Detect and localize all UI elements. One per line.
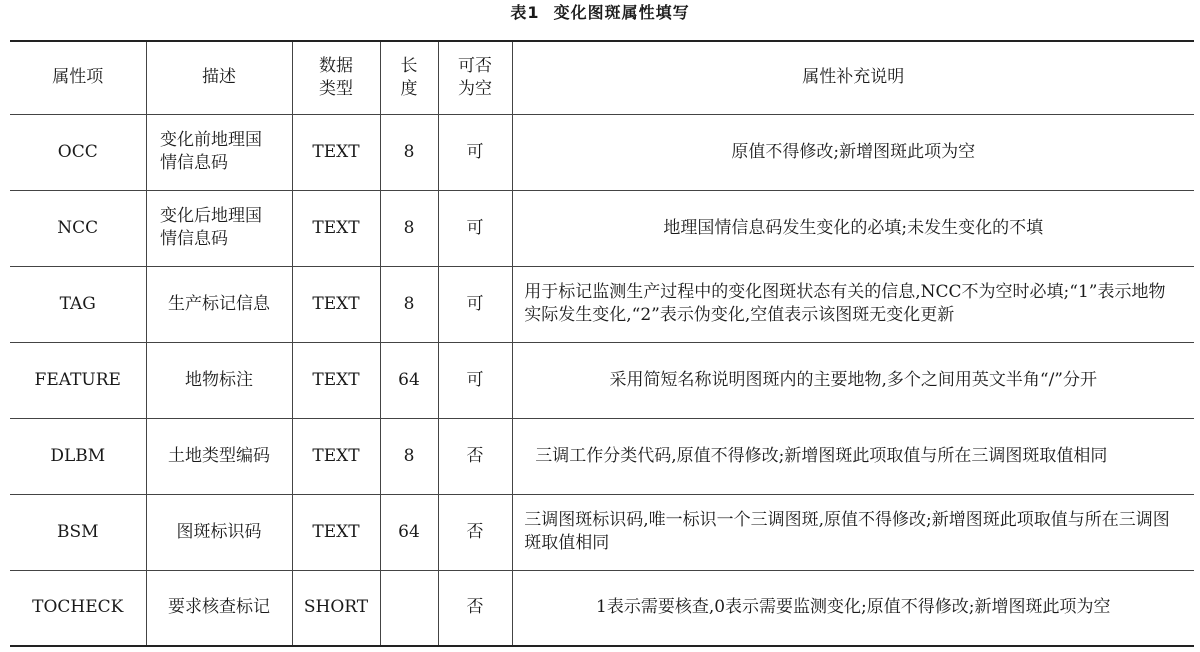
cell-note: 地理国情信息码发生变化的必填;未发生变化的不填 xyxy=(512,190,1194,266)
caption-number: 表1 xyxy=(510,3,540,22)
table-row xyxy=(10,418,1194,494)
cell-note-text: 用于标记监测生产过程中的变化图斑状态有关的信息,NCC不为空时必填;“1”表示地物实际发生变化,“2”表示伪变化,空值表示该图斑无变化更新 xyxy=(524,282,1166,325)
cell-desc xyxy=(146,114,292,190)
cell-desc: 要求核查标记 xyxy=(146,570,292,646)
cell-note: 1表示需要核查,0表示需要监测变化;原值不得修改;新增图斑此项为空 xyxy=(512,570,1194,646)
header-attr: 属性项 xyxy=(10,41,146,114)
table-row xyxy=(10,266,1194,342)
cell-nullable: 否 xyxy=(438,418,512,494)
cell-desc: 图斑标识码 xyxy=(146,494,292,570)
header-nullable xyxy=(438,41,512,114)
table-caption xyxy=(0,3,1200,23)
cell-attr: NCC xyxy=(10,190,146,266)
cell-nullable: 可 xyxy=(438,342,512,418)
cell-length: 64 xyxy=(380,494,438,570)
cell-nullable: 可 xyxy=(438,114,512,190)
header-length-label: 长度 xyxy=(400,55,418,99)
cell-length: 8 xyxy=(380,266,438,342)
cell-attr: BSM xyxy=(10,494,146,570)
header-length xyxy=(380,41,438,114)
cell-note: 采用简短名称说明图斑内的主要地物,多个之间用英文半角“/”分开 xyxy=(512,342,1194,418)
cell-desc-text: 变化前地理国情信息码 xyxy=(160,130,262,173)
cell-length: 64 xyxy=(380,342,438,418)
cell-attr: OCC xyxy=(10,114,146,190)
cell-desc: 土地类型编码 xyxy=(146,418,292,494)
cell-length: 8 xyxy=(380,114,438,190)
table-row xyxy=(10,114,1194,190)
cell-desc xyxy=(146,190,292,266)
table-row xyxy=(10,190,1194,266)
cell-note xyxy=(512,494,1194,570)
cell-desc-text: 变化后地理国情信息码 xyxy=(160,206,262,249)
attribute-table xyxy=(10,40,1194,647)
caption-title: 变化图斑属性填写 xyxy=(553,3,690,22)
cell-attr: DLBM xyxy=(10,418,146,494)
cell-attr: FEATURE xyxy=(10,342,146,418)
cell-note-text: 三调工作分类代码,原值不得修改;新增图斑此项取值与所在三调图斑取值相同 xyxy=(535,445,1108,466)
cell-type: TEXT xyxy=(292,342,380,418)
table-row xyxy=(10,570,1194,646)
cell-note xyxy=(512,266,1194,342)
cell-type: TEXT xyxy=(292,418,380,494)
cell-note-text: 三调图斑标识码,唯一标识一个三调图斑,原值不得修改;新增图斑此项取值与所在三调图斑取值相同 xyxy=(524,510,1170,553)
cell-length: 8 xyxy=(380,190,438,266)
table-row xyxy=(10,494,1194,570)
cell-desc: 地物标注 xyxy=(146,342,292,418)
cell-length: 8 xyxy=(380,418,438,494)
cell-nullable: 可 xyxy=(438,266,512,342)
cell-nullable: 否 xyxy=(438,494,512,570)
header-desc: 描述 xyxy=(146,41,292,114)
cell-type: SHORT xyxy=(292,570,380,646)
cell-type: TEXT xyxy=(292,114,380,190)
header-type-label: 数据类型 xyxy=(319,55,353,99)
cell-type: TEXT xyxy=(292,266,380,342)
cell-attr: TAG xyxy=(10,266,146,342)
cell-type: TEXT xyxy=(292,190,380,266)
cell-length xyxy=(380,570,438,646)
cell-type: TEXT xyxy=(292,494,380,570)
cell-nullable: 可 xyxy=(438,190,512,266)
cell-note: 原值不得修改;新增图斑此项为空 xyxy=(512,114,1194,190)
table-row xyxy=(10,342,1194,418)
header-note: 属性补充说明 xyxy=(512,41,1194,114)
cell-attr: TOCHECK xyxy=(32,597,124,618)
table-header-row xyxy=(10,41,1194,114)
cell-desc: 生产标记信息 xyxy=(146,266,292,342)
cell-nullable: 否 xyxy=(438,570,512,646)
header-type xyxy=(292,41,380,114)
header-nullable-label: 可否为空 xyxy=(458,55,492,99)
cell-note xyxy=(512,418,1194,494)
